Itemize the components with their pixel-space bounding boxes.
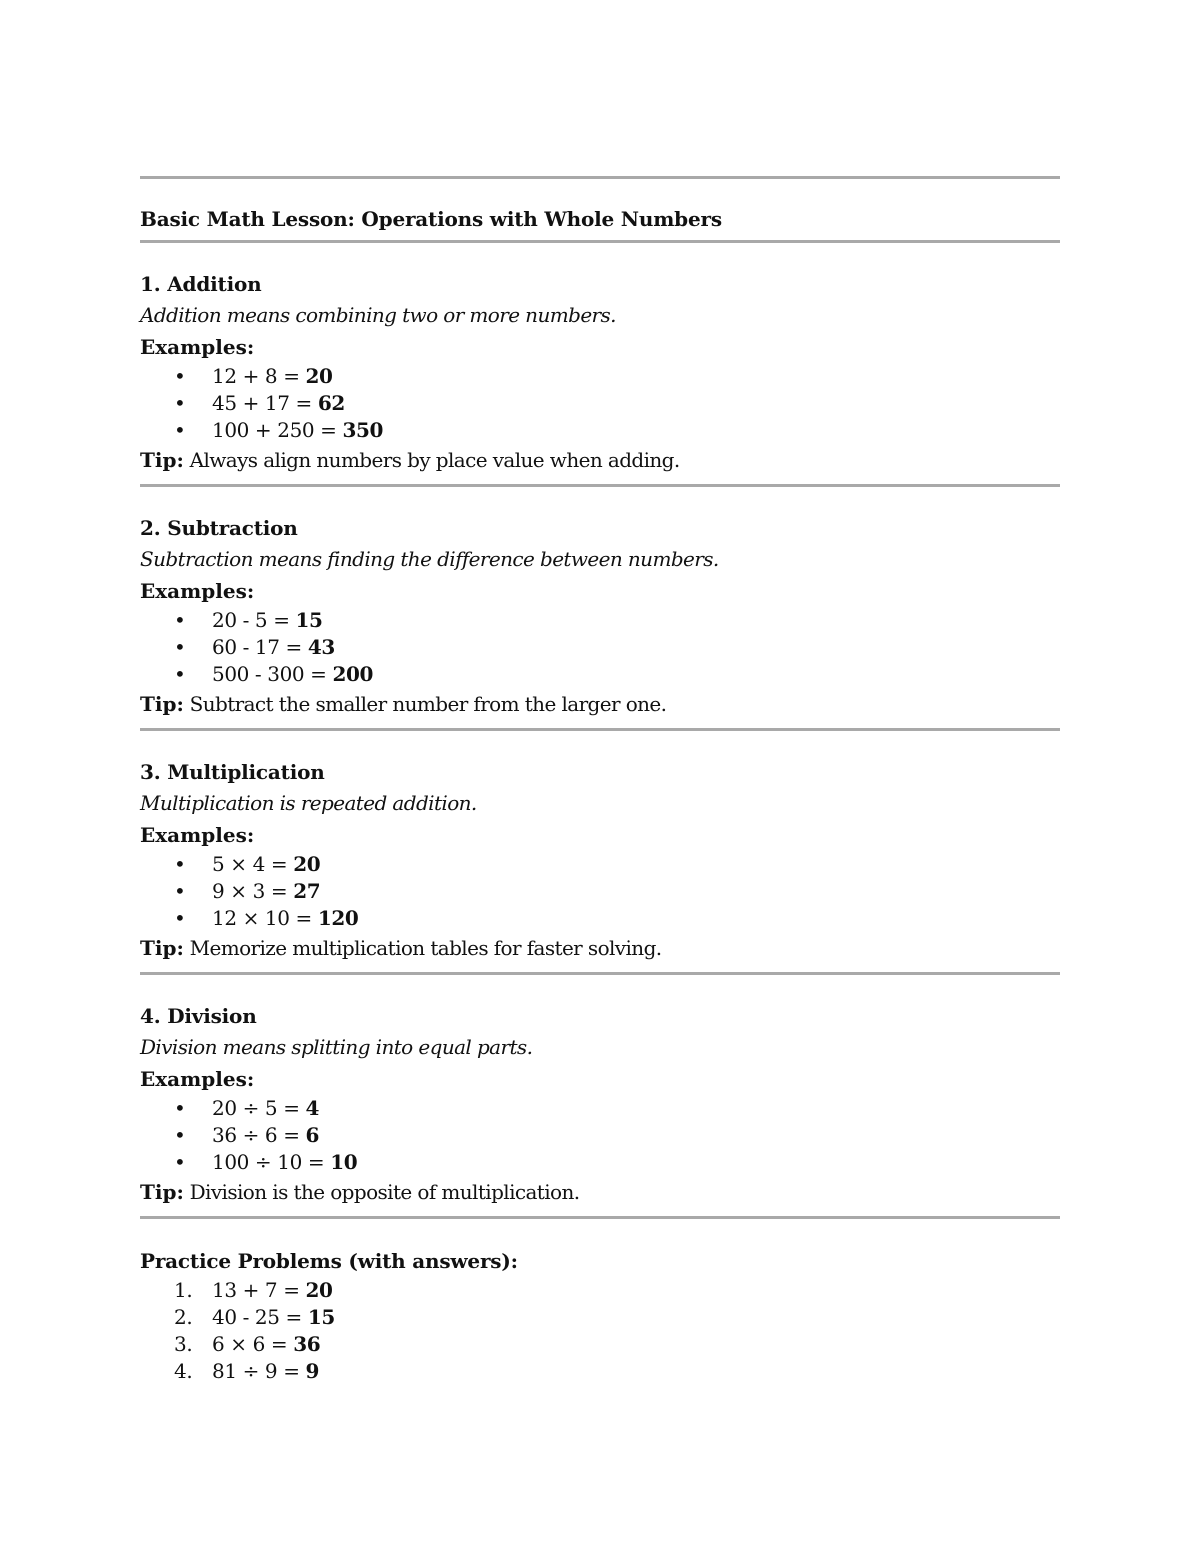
example-answer: 15 <box>295 608 323 632</box>
example-item <box>140 607 1060 634</box>
example-expression: 36 ÷ 6 = <box>212 1123 300 1147</box>
tip-text: Always align numbers by place value when adding. <box>189 448 680 472</box>
example-expression: 45 + 17 = <box>212 391 312 415</box>
section-tip <box>140 932 1060 964</box>
example-answer: 10 <box>330 1150 358 1174</box>
section-heading: 3. Multiplication <box>140 760 325 784</box>
example-expression: 500 - 300 = <box>212 662 327 686</box>
example-expression: 20 ÷ 5 = <box>212 1096 300 1120</box>
example-item <box>140 1149 1060 1176</box>
example-item <box>140 363 1060 390</box>
example-item <box>140 634 1060 661</box>
section-heading: 1. Addition <box>140 272 262 296</box>
tip-text: Memorize multiplication tables for faster solving. <box>189 936 662 960</box>
examples-label: Examples: <box>140 823 255 847</box>
example-expression: 9 × 3 = <box>212 879 288 903</box>
examples-list <box>140 363 1060 444</box>
section-description: Addition means combining two or more numbers. <box>140 303 616 327</box>
example-answer: 120 <box>317 906 359 930</box>
example-expression: 100 ÷ 10 = <box>212 1150 325 1174</box>
example-expression: 12 + 8 = <box>212 364 300 388</box>
practice-section <box>140 1219 1060 1385</box>
tip-label: Tip: <box>140 1180 184 1204</box>
example-expression: 60 - 17 = <box>212 635 302 659</box>
example-answer: 62 <box>317 391 345 415</box>
examples-list <box>140 1095 1060 1176</box>
practice-number: 3. <box>174 1332 193 1356</box>
practice-heading: Practice Problems (with answers): <box>140 1249 518 1273</box>
practice-answer: 9 <box>305 1359 320 1383</box>
example-expression: 12 × 10 = <box>212 906 312 930</box>
section-tip <box>140 444 1060 476</box>
practice-answer: 15 <box>307 1305 335 1329</box>
example-item <box>140 390 1060 417</box>
example-item <box>140 851 1060 878</box>
example-answer: 4 <box>305 1096 320 1120</box>
section-division <box>140 975 1060 1216</box>
practice-item <box>140 1358 1060 1385</box>
tip-text: Division is the opposite of multiplication. <box>189 1180 580 1204</box>
example-answer: 27 <box>293 879 321 903</box>
example-item <box>140 661 1060 688</box>
tip-label: Tip: <box>140 936 184 960</box>
example-answer: 6 <box>305 1123 320 1147</box>
examples-label: Examples: <box>140 1067 255 1091</box>
practice-answer: 20 <box>305 1278 333 1302</box>
section-tip <box>140 1176 1060 1208</box>
practice-item <box>140 1277 1060 1304</box>
section-description: Subtraction means finding the difference between numbers. <box>140 547 719 571</box>
practice-expression: 40 - 25 = <box>212 1305 302 1329</box>
example-item <box>140 878 1060 905</box>
examples-label: Examples: <box>140 579 255 603</box>
tip-text: Subtract the smaller number from the larger one. <box>189 692 667 716</box>
practice-number: 2. <box>174 1305 193 1329</box>
example-item <box>140 1122 1060 1149</box>
lesson-page <box>140 176 1060 1385</box>
section-addition <box>140 243 1060 484</box>
section-description: Multiplication is repeated addition. <box>140 791 477 815</box>
example-item <box>140 1095 1060 1122</box>
example-expression: 5 × 4 = <box>212 852 288 876</box>
example-answer: 20 <box>305 364 333 388</box>
practice-number: 4. <box>174 1359 193 1383</box>
practice-expression: 13 + 7 = <box>212 1278 300 1302</box>
example-item <box>140 905 1060 932</box>
practice-expression: 6 × 6 = <box>212 1332 288 1356</box>
section-subtraction <box>140 487 1060 728</box>
top-divider <box>140 176 1060 179</box>
practice-item <box>140 1331 1060 1358</box>
tip-label: Tip: <box>140 692 184 716</box>
practice-item <box>140 1304 1060 1331</box>
section-multiplication <box>140 731 1060 972</box>
practice-list <box>140 1277 1060 1385</box>
practice-expression: 81 ÷ 9 = <box>212 1359 300 1383</box>
examples-list <box>140 851 1060 932</box>
practice-answer: 36 <box>293 1332 321 1356</box>
section-tip <box>140 688 1060 720</box>
page-title: Basic Math Lesson: Operations with Whole Numbers <box>140 207 722 231</box>
tip-label: Tip: <box>140 448 184 472</box>
example-answer: 200 <box>332 662 374 686</box>
section-heading: 4. Division <box>140 1004 257 1028</box>
section-description: Division means splitting into equal parts. <box>140 1035 533 1059</box>
section-heading: 2. Subtraction <box>140 516 298 540</box>
example-expression: 20 - 5 = <box>212 608 290 632</box>
example-answer: 20 <box>293 852 321 876</box>
example-expression: 100 + 250 = <box>212 418 337 442</box>
example-item <box>140 417 1060 444</box>
practice-number: 1. <box>174 1278 193 1302</box>
example-answer: 350 <box>342 418 384 442</box>
examples-list <box>140 607 1060 688</box>
examples-label: Examples: <box>140 335 255 359</box>
example-answer: 43 <box>307 635 335 659</box>
